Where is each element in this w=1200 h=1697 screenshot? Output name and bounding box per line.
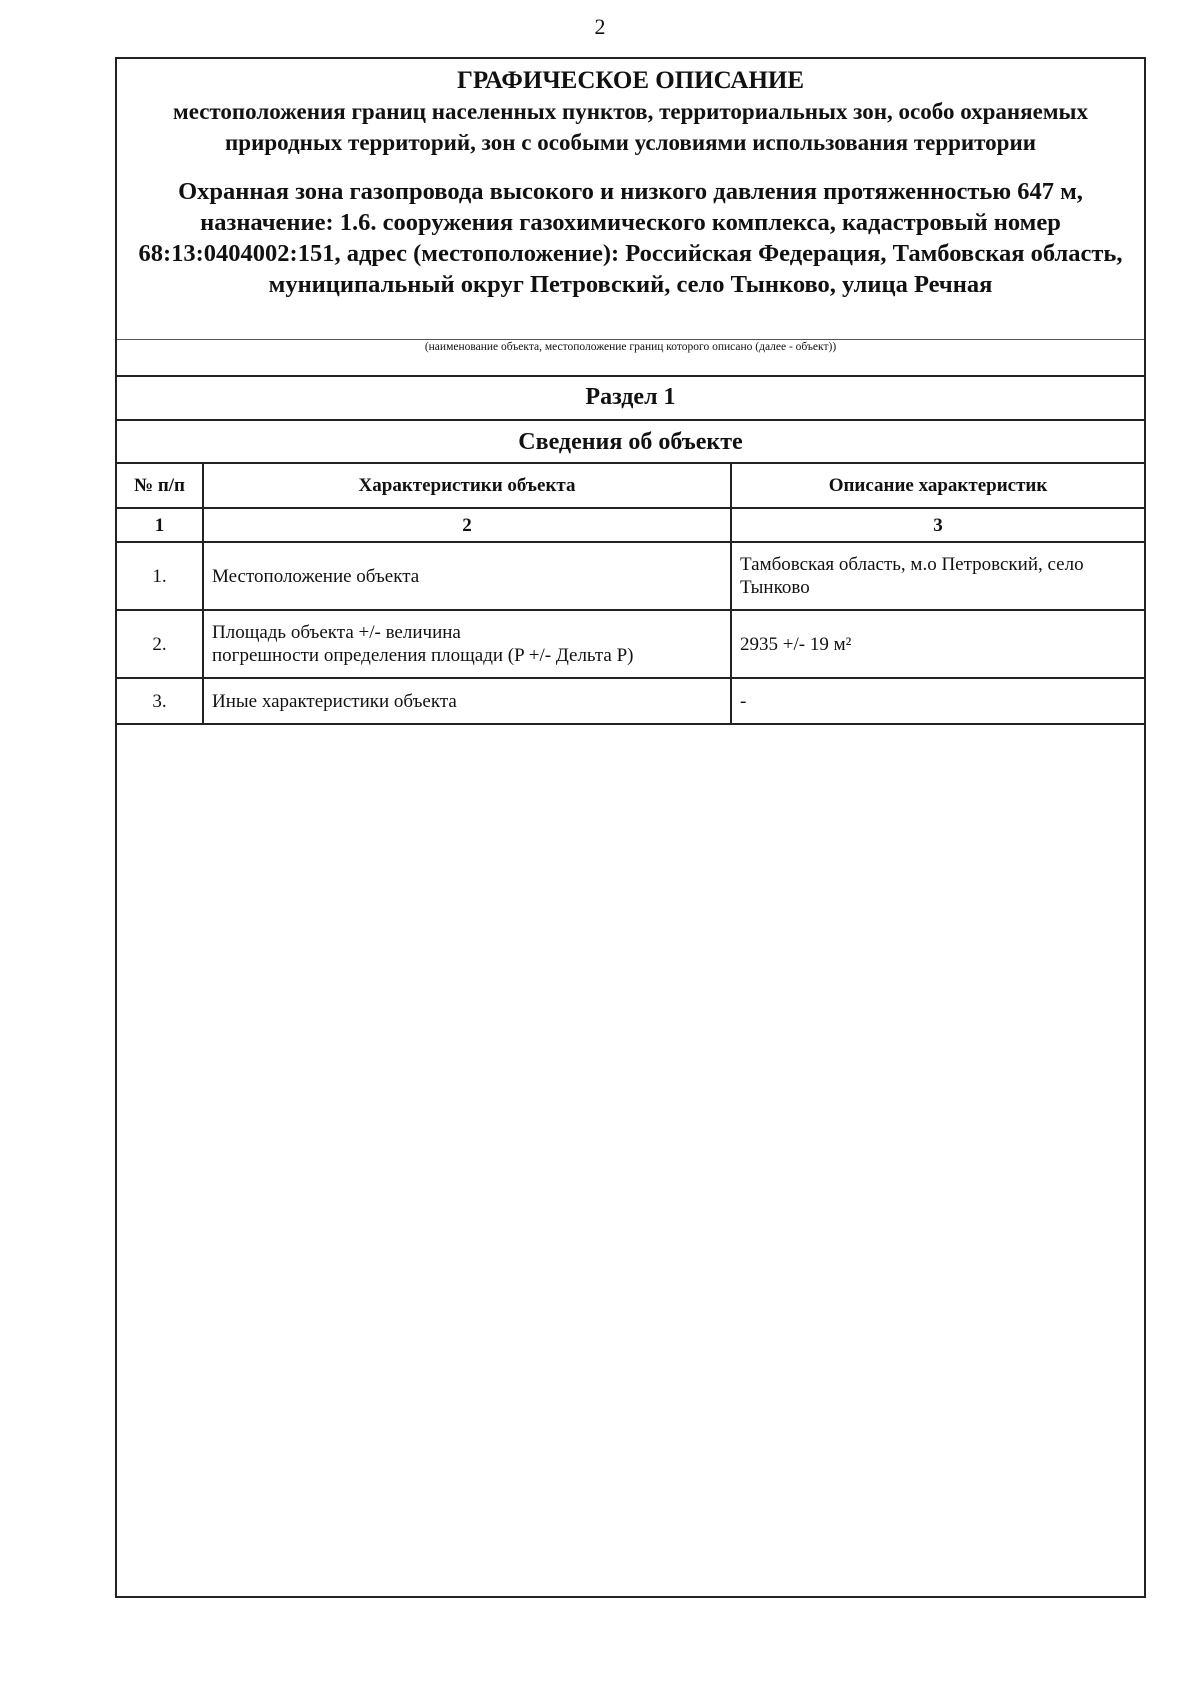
row-characteristic-line: Площадь объекта +/- величина bbox=[212, 622, 461, 643]
header-cell-number: № п/п bbox=[117, 464, 203, 508]
page-number: 2 bbox=[594, 14, 606, 39]
row-characteristic-line: погрешности определения площади (P +/- Дельта P) bbox=[212, 645, 634, 666]
row-characteristic: Местоположение объекта bbox=[203, 542, 731, 610]
index-cell: 3 bbox=[731, 508, 1144, 542]
object-name: Охранная зона газопровода высокого и низкого давления протяженностью 647 м, назначение: 1.6. сооружения газохимического комплекса, кадастровый номер 68:13:0404002:151, адрес (местоположение): Российская Федерация, Тамбовская область, муниципальный округ Петровский, село Тынково, улица Речная bbox=[138, 178, 1123, 298]
row-number: 1. bbox=[117, 542, 203, 610]
section-subtitle: Сведения об объекте bbox=[518, 429, 743, 455]
section-title: Раздел 1 bbox=[585, 384, 676, 410]
row-number: 2. bbox=[117, 610, 203, 678]
row-number: 3. bbox=[117, 678, 203, 724]
row-characteristic: Иные характеристики объекта bbox=[203, 678, 731, 724]
table-row bbox=[117, 678, 1144, 724]
index-cell: 1 bbox=[117, 508, 203, 542]
table-header-row bbox=[117, 464, 1144, 508]
table-index-row bbox=[117, 508, 1144, 542]
index-cell: 2 bbox=[203, 508, 731, 542]
row-characteristic bbox=[203, 610, 731, 678]
table-row bbox=[117, 610, 1144, 678]
object-info-table bbox=[117, 464, 1144, 725]
document-header bbox=[117, 59, 1144, 337]
object-caption: (наименование объекта, местоположение границ которого описано (далее - объект)) bbox=[424, 341, 837, 353]
row-description: Тамбовская область, м.о Петровский, село Тынково bbox=[731, 542, 1144, 610]
header-cell-description: Описание характеристик bbox=[731, 464, 1144, 508]
divider bbox=[117, 339, 1144, 340]
row-description: 2935 +/- 19 м² bbox=[731, 610, 1144, 678]
header-cell-characteristic: Характеристики объекта bbox=[203, 464, 731, 508]
table-row bbox=[117, 542, 1144, 610]
document-title: ГРАФИЧЕСКОЕ ОПИСАНИЕ bbox=[456, 67, 805, 94]
document-frame bbox=[115, 57, 1146, 1598]
document-subtitle: местоположения границ населенных пунктов, территориальных зон, особо охраняемых природных территорий, зон с особыми условиями использования территории bbox=[173, 99, 1088, 155]
row-description: - bbox=[731, 678, 1144, 724]
